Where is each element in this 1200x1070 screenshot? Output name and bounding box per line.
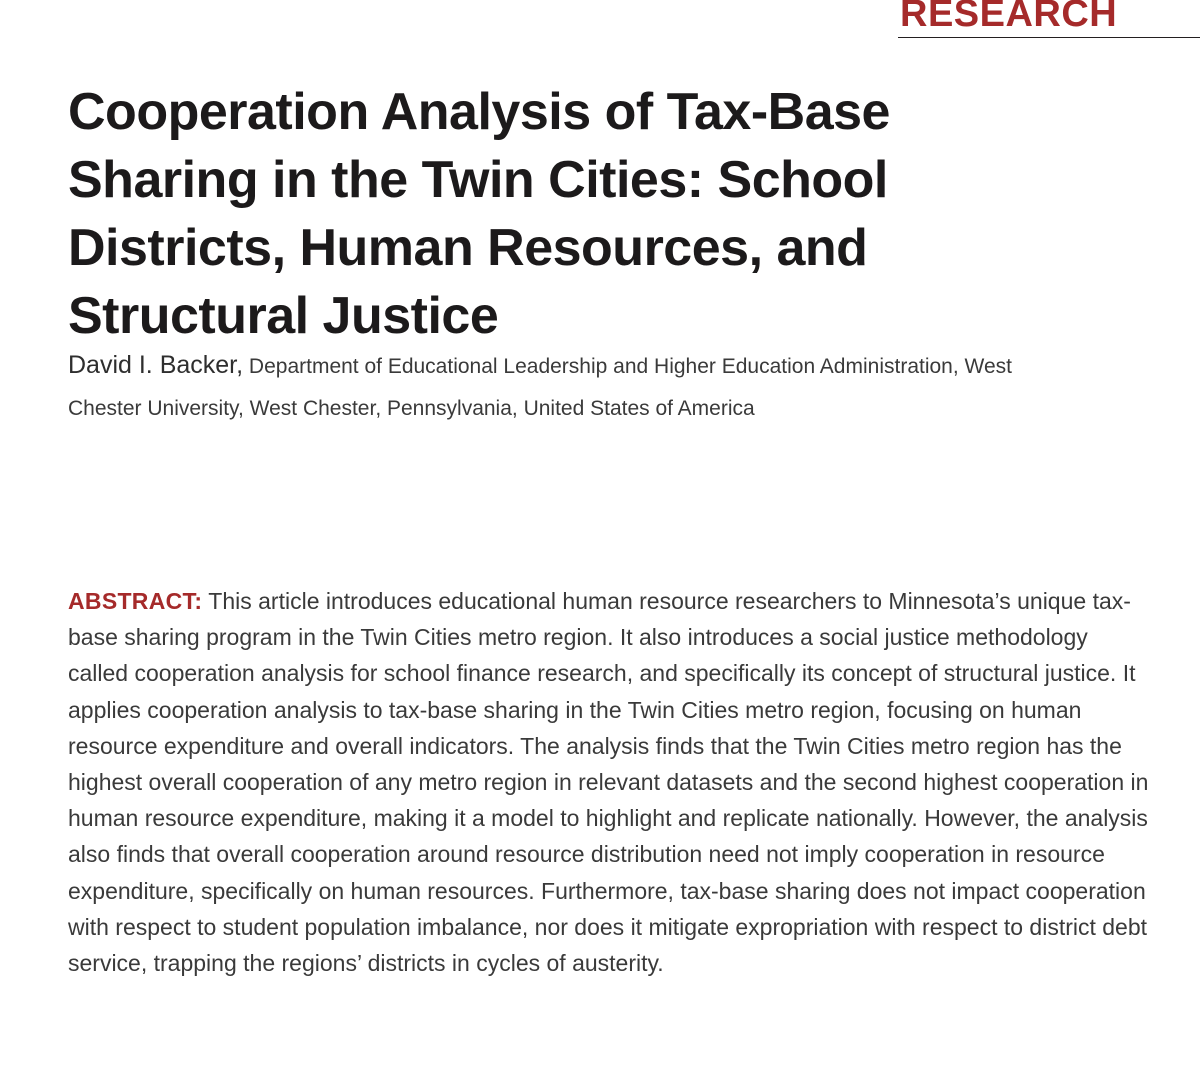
author-affiliation: Department of Educational Leadership and Higher Education Administration, West Chester University, West Chester, Pennsylvania, United States of America: [68, 355, 1012, 420]
author-byline: [68, 344, 1068, 430]
abstract-label: ABSTRACT:: [68, 588, 203, 614]
author-name: David I. Backer,: [68, 351, 244, 379]
section-label: [898, 0, 1200, 38]
abstract-text: This article introduces educational human resource researchers to Minnesota’s unique tax-base sharing program in the Twin Cities metro region. It also introduces a social justice methodology called cooperation analysis for school finance research, and specifically its concept of structural justice. It applies cooperation analysis to tax-base sharing in the Twin Cities metro region, focusing on human resource expenditure and overall indicators. The analysis finds that the Twin Cities metro region has the highest overall cooperation of any metro region in relevant datasets and the second highest cooperation in human resource expenditure, making it a model to highlight and replicate nationally. However, the analysis also finds that overall cooperation around resource distribution need not imply cooperation in resource expenditure, specifically on human resources. Furthermore, tax-base sharing does not impact cooperation with respect to student population imbalance, nor does it mitigate expropriation with respect to district debt service, trapping the regions’ districts in cycles of austerity.: [68, 588, 1149, 977]
article-title: Cooperation Analysis of Tax-Base Sharing in the Twin Cities: School Districts, Human Resources, and Structural Justice: [68, 83, 890, 345]
abstract: [68, 583, 1153, 981]
section-label-text: RESEARCH: [900, 0, 1118, 35]
